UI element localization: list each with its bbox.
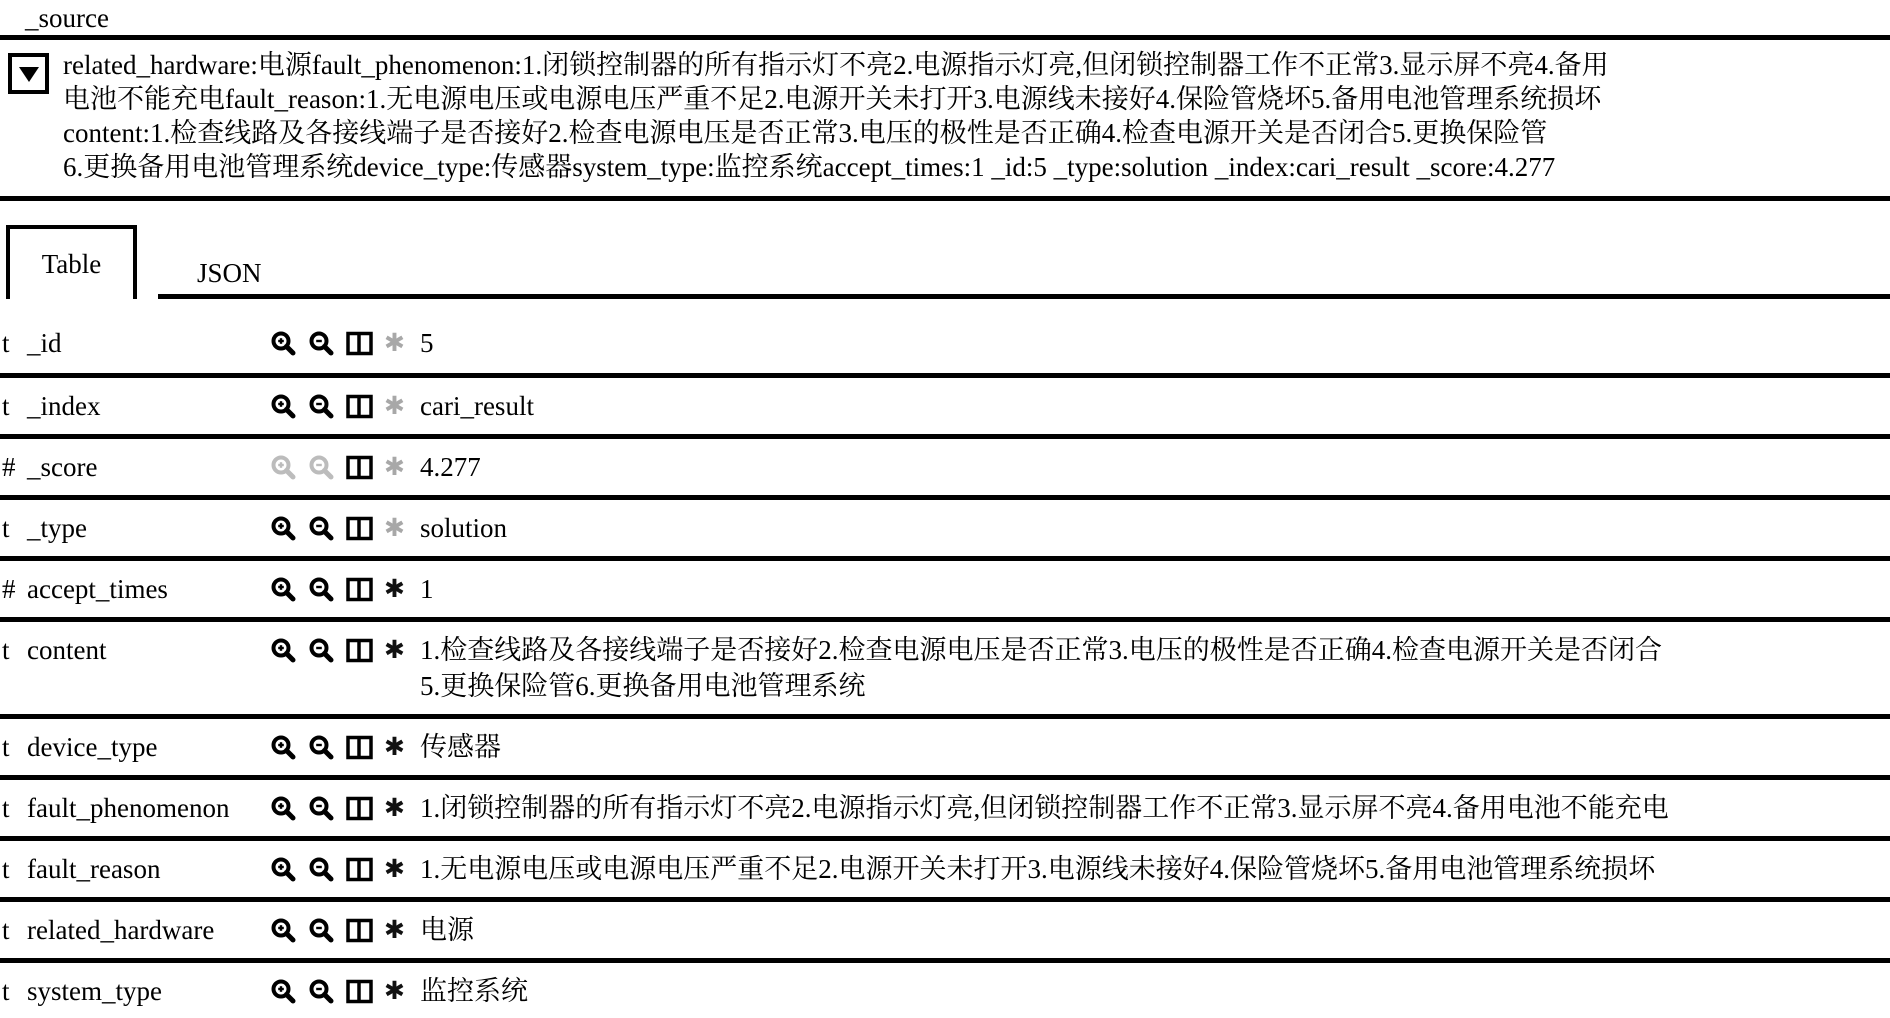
field-label bbox=[2, 632, 270, 668]
field-value-line: 5 bbox=[420, 328, 434, 358]
field-label bbox=[2, 325, 270, 361]
filter-out-value-button[interactable] bbox=[308, 734, 335, 761]
magnify-plus-icon bbox=[270, 795, 297, 822]
field-name: fault_phenomenon bbox=[27, 793, 230, 823]
filter-for-value-button[interactable] bbox=[270, 795, 297, 822]
field-name: accept_times bbox=[27, 574, 168, 604]
document-summary-line: content:1.检查线路及各接线端子是否接好2.检查电源电压是否正常3.电压的极性是否正确4.检查电源开关是否闭合5.更换保险管 bbox=[63, 118, 1548, 148]
field-value-line: cari_result bbox=[420, 391, 534, 421]
filter-for-value-button[interactable] bbox=[270, 515, 297, 542]
filter-out-value-button[interactable] bbox=[308, 856, 335, 883]
document-summary-line: 电池不能充电fault_reason:1.无电源电压或电源电压严重不足2.电源开关未打开3.电源线未接好4.保险管烧坏5.备用电池管理系统损坏 bbox=[63, 84, 1602, 114]
table-row-id bbox=[0, 299, 1890, 378]
toggle-column-button[interactable] bbox=[346, 638, 373, 663]
field-actions bbox=[270, 790, 420, 826]
magnify-plus-icon bbox=[270, 734, 297, 761]
field-name: _score bbox=[27, 452, 98, 482]
table-columns-icon bbox=[346, 638, 373, 663]
field-label bbox=[2, 851, 270, 887]
filter-for-field-present-button[interactable] bbox=[384, 635, 405, 665]
toggle-column-button[interactable] bbox=[346, 979, 373, 1004]
field-value-line: 监控系统 bbox=[420, 976, 528, 1006]
filter-for-field-present-button[interactable] bbox=[384, 574, 405, 604]
field-value-line: 电源 bbox=[420, 915, 474, 945]
filter-for-field-present-button[interactable] bbox=[384, 854, 405, 884]
table-row-fault-phenomenon bbox=[0, 780, 1890, 841]
field-actions bbox=[270, 632, 420, 668]
table-columns-icon bbox=[346, 394, 373, 419]
field-actions bbox=[270, 912, 420, 948]
field-value bbox=[420, 388, 1890, 424]
table-columns-icon bbox=[346, 979, 373, 1004]
toggle-column-button[interactable] bbox=[346, 918, 373, 943]
magnify-minus-icon bbox=[308, 454, 335, 481]
field-value-line: 1.无电源电压或电源电压严重不足2.电源开关未打开3.电源线未接好4.保险管烧坏5.备用电池管理系统损坏 bbox=[420, 854, 1656, 884]
filter-for-value-button[interactable] bbox=[270, 856, 297, 883]
asterisk-icon: ✱ bbox=[384, 328, 405, 357]
magnify-minus-icon bbox=[308, 393, 335, 420]
field-name: content bbox=[27, 635, 107, 665]
magnify-minus-icon bbox=[308, 795, 335, 822]
field-value bbox=[420, 973, 1890, 1009]
field-type-icon: t bbox=[2, 915, 10, 945]
table-columns-icon bbox=[346, 331, 373, 356]
field-value bbox=[420, 632, 1890, 704]
asterisk-icon: ✱ bbox=[384, 391, 405, 420]
table-row-index bbox=[0, 378, 1890, 439]
field-type-icon: t bbox=[2, 854, 10, 884]
table-columns-icon bbox=[346, 735, 373, 760]
field-actions bbox=[270, 325, 420, 361]
field-actions bbox=[270, 388, 420, 424]
table-row-device-type bbox=[0, 719, 1890, 780]
magnify-minus-icon bbox=[308, 978, 335, 1005]
field-name: _type bbox=[27, 513, 87, 543]
table-row-system-type bbox=[0, 963, 1890, 1018]
field-value bbox=[420, 851, 1890, 887]
source-column-header: _source bbox=[25, 3, 109, 33]
field-actions bbox=[270, 851, 420, 887]
field-value-line: 1.闭锁控制器的所有指示灯不亮2.电源指示灯亮,但闭锁控制器工作不正常3.显示屏不亮4.备用电池不能充电 bbox=[420, 793, 1669, 823]
table-columns-icon bbox=[346, 455, 373, 480]
asterisk-icon: ✱ bbox=[384, 976, 405, 1005]
filter-out-value-button[interactable] bbox=[308, 637, 335, 664]
asterisk-icon: ✱ bbox=[384, 452, 405, 481]
field-name: device_type bbox=[27, 732, 158, 762]
filter-out-value-button[interactable] bbox=[308, 330, 335, 357]
field-value bbox=[420, 571, 1890, 607]
filter-for-field-present-button[interactable] bbox=[384, 915, 405, 945]
field-label bbox=[2, 571, 270, 607]
field-label bbox=[2, 510, 270, 546]
magnify-minus-icon bbox=[308, 917, 335, 944]
magnify-plus-icon bbox=[270, 637, 297, 664]
document-summary bbox=[63, 48, 1890, 184]
table-columns-icon bbox=[346, 516, 373, 541]
field-value-line: 1 bbox=[420, 574, 434, 604]
field-name: system_type bbox=[27, 976, 162, 1006]
asterisk-icon: ✱ bbox=[384, 793, 405, 822]
field-actions bbox=[270, 571, 420, 607]
magnify-minus-icon bbox=[308, 515, 335, 542]
field-value-line: solution bbox=[420, 513, 508, 543]
table-columns-icon bbox=[346, 918, 373, 943]
filter-out-value-button[interactable] bbox=[308, 576, 335, 603]
field-label bbox=[2, 912, 270, 948]
field-type-icon: t bbox=[2, 793, 10, 823]
toggle-column-button[interactable] bbox=[346, 796, 373, 821]
filter-for-field-present-button[interactable] bbox=[384, 793, 405, 823]
field-label bbox=[2, 790, 270, 826]
field-actions bbox=[270, 510, 420, 546]
toggle-column-button[interactable] bbox=[346, 455, 373, 480]
field-label bbox=[2, 973, 270, 1009]
filter-for-field-present-button[interactable] bbox=[384, 976, 405, 1006]
magnify-minus-icon bbox=[308, 856, 335, 883]
table-row-score bbox=[0, 439, 1890, 500]
field-name: fault_reason bbox=[27, 854, 161, 884]
field-value bbox=[420, 325, 1890, 361]
field-value bbox=[420, 790, 1890, 826]
table-columns-icon bbox=[346, 796, 373, 821]
magnify-minus-icon bbox=[308, 734, 335, 761]
filter-out-value-button[interactable] bbox=[308, 917, 335, 944]
filter-for-value-button[interactable] bbox=[270, 393, 297, 420]
field-actions bbox=[270, 973, 420, 1009]
collapse-document-button[interactable] bbox=[8, 53, 49, 94]
toggle-column-button[interactable] bbox=[346, 857, 373, 882]
tabs-baseline bbox=[158, 294, 1890, 299]
filter-out-value-button[interactable] bbox=[308, 515, 335, 542]
toggle-column-button[interactable] bbox=[346, 331, 373, 356]
filter-for-field-present-button bbox=[384, 513, 405, 543]
field-value bbox=[420, 912, 1890, 948]
document-summary-line: 6.更换备用电池管理系统device_type:传感器system_type:监控系统accept_times:1 _id:5 _type:solution _index:cari_result _score:4.277 bbox=[63, 152, 1556, 182]
magnify-minus-icon bbox=[308, 330, 335, 357]
field-type-icon: t bbox=[2, 391, 10, 421]
table-columns-icon bbox=[346, 857, 373, 882]
filter-for-field-present-button bbox=[384, 328, 405, 358]
asterisk-icon: ✱ bbox=[384, 574, 405, 603]
tab-table[interactable]: Table bbox=[6, 225, 137, 299]
magnify-plus-icon bbox=[270, 454, 297, 481]
filter-for-value-button[interactable] bbox=[270, 917, 297, 944]
field-table bbox=[0, 299, 1890, 1018]
table-row-accept-times bbox=[0, 561, 1890, 622]
asterisk-icon: ✱ bbox=[384, 513, 405, 542]
filter-out-value-button[interactable] bbox=[308, 978, 335, 1005]
field-type-icon: t bbox=[2, 732, 10, 762]
field-value-line: 4.277 bbox=[420, 452, 481, 482]
field-type-icon: t bbox=[2, 513, 10, 543]
field-value bbox=[420, 449, 1890, 485]
field-type-icon: # bbox=[2, 574, 16, 604]
field-value bbox=[420, 729, 1890, 765]
toggle-column-button[interactable] bbox=[346, 577, 373, 602]
field-value-line: 5.更换保险管6.更换备用电池管理系统 bbox=[420, 671, 866, 701]
filter-out-value-button[interactable] bbox=[308, 795, 335, 822]
field-actions bbox=[270, 729, 420, 765]
table-row-related-hardware bbox=[0, 902, 1890, 963]
magnify-minus-icon bbox=[308, 637, 335, 664]
field-label bbox=[2, 729, 270, 765]
table-row-content bbox=[0, 622, 1890, 719]
field-value-line: 传感器 bbox=[420, 732, 501, 762]
filter-for-field-present-button bbox=[384, 391, 405, 421]
field-type-icon: t bbox=[2, 635, 10, 665]
table-row-fault-reason bbox=[0, 841, 1890, 902]
magnify-plus-icon bbox=[270, 576, 297, 603]
filter-for-value-button[interactable] bbox=[270, 576, 297, 603]
field-name: _id bbox=[27, 328, 62, 358]
filter-out-value-button bbox=[308, 454, 335, 481]
filter-for-field-present-button bbox=[384, 452, 405, 482]
magnify-plus-icon bbox=[270, 917, 297, 944]
magnify-minus-icon bbox=[308, 576, 335, 603]
magnify-plus-icon bbox=[270, 515, 297, 542]
triangle-down-icon bbox=[19, 67, 39, 82]
document-row bbox=[0, 40, 1890, 196]
field-type-icon: t bbox=[2, 976, 10, 1006]
filter-for-value-button[interactable] bbox=[270, 637, 297, 664]
field-actions bbox=[270, 449, 420, 485]
field-label bbox=[2, 388, 270, 424]
field-type-icon: t bbox=[2, 328, 10, 358]
toggle-column-button[interactable] bbox=[346, 735, 373, 760]
magnify-plus-icon bbox=[270, 856, 297, 883]
asterisk-icon: ✱ bbox=[384, 854, 405, 883]
field-type-icon: # bbox=[2, 452, 16, 482]
magnify-plus-icon bbox=[270, 393, 297, 420]
magnify-plus-icon bbox=[270, 330, 297, 357]
filter-for-value-button bbox=[270, 454, 297, 481]
table-columns-icon bbox=[346, 577, 373, 602]
field-value bbox=[420, 510, 1890, 546]
filter-out-value-button[interactable] bbox=[308, 393, 335, 420]
filter-for-value-button[interactable] bbox=[270, 330, 297, 357]
tab-json[interactable]: JSON bbox=[197, 258, 262, 288]
field-name: related_hardware bbox=[27, 915, 215, 945]
table-row-type bbox=[0, 500, 1890, 561]
asterisk-icon: ✱ bbox=[384, 635, 405, 664]
magnify-plus-icon bbox=[270, 978, 297, 1005]
field-value-line: 1.检查线路及各接线端子是否接好2.检查电源电压是否正常3.电压的极性是否正确4.检查电源开关是否闭合 bbox=[420, 635, 1662, 665]
filter-for-value-button[interactable] bbox=[270, 734, 297, 761]
asterisk-icon: ✱ bbox=[384, 732, 405, 761]
filter-for-field-present-button[interactable] bbox=[384, 732, 405, 762]
document-summary-line: related_hardware:电源fault_phenomenon:1.闭锁控制器的所有指示灯不亮2.电源指示灯亮,但闭锁控制器工作不正常3.显示屏不亮4.备用 bbox=[63, 50, 1609, 80]
filter-for-value-button[interactable] bbox=[270, 978, 297, 1005]
toggle-column-button[interactable] bbox=[346, 516, 373, 541]
asterisk-icon: ✱ bbox=[384, 915, 405, 944]
toggle-column-button[interactable] bbox=[346, 394, 373, 419]
detail-tabs bbox=[0, 201, 1890, 299]
field-label bbox=[2, 449, 270, 485]
field-name: _index bbox=[27, 391, 101, 421]
